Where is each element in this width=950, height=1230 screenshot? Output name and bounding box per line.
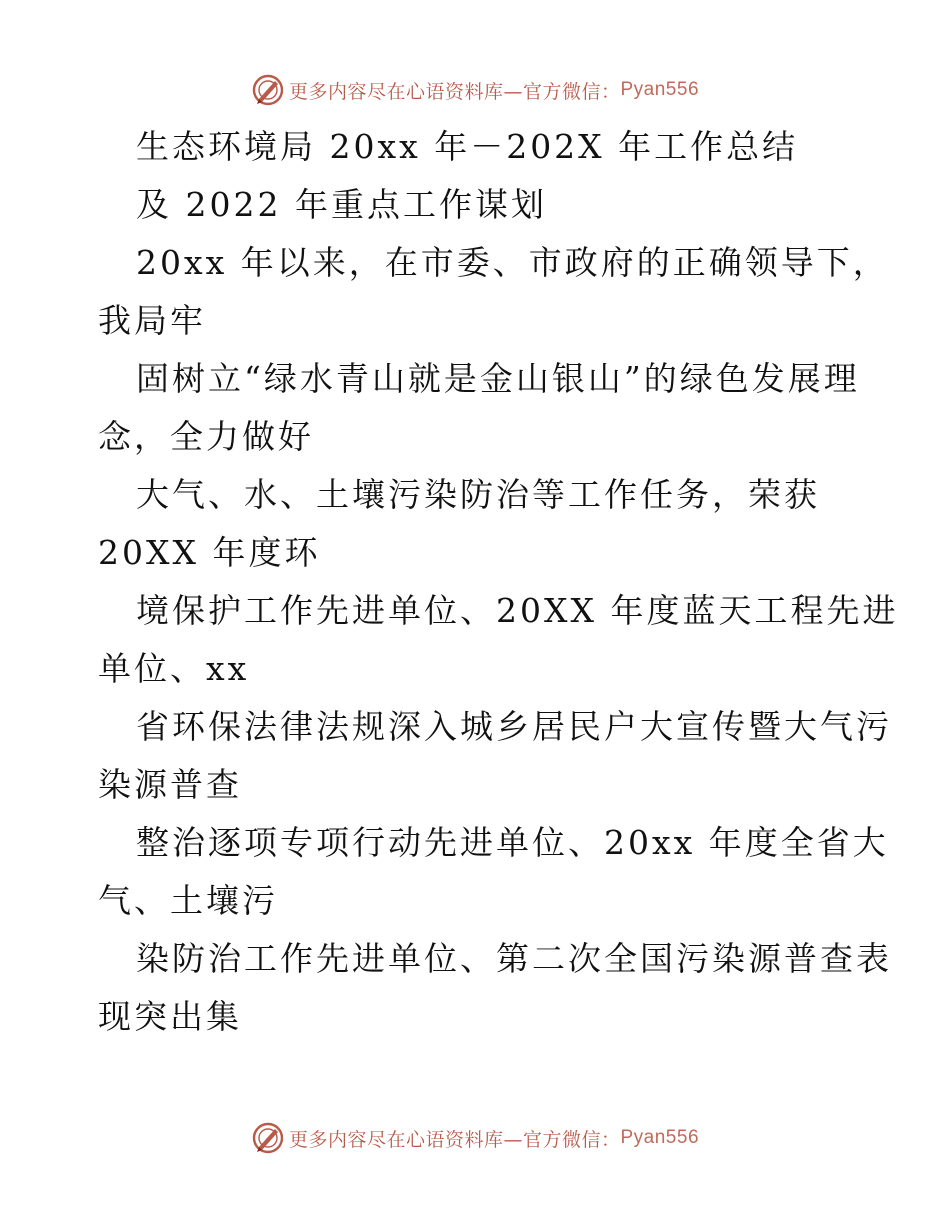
body-text-line: 20XX 年度环 — [98, 533, 321, 572]
body-text-line: 染源普查 — [98, 765, 242, 804]
body-text-line: 省环保法律法规深入城乡居民户大宣传暨大气污 — [136, 707, 892, 746]
body-text-line: 及 2022 年重点工作谋划 — [136, 185, 547, 224]
footer-wechat-id: Pyan556 — [620, 1127, 700, 1148]
body-text-line: 单位、xx — [98, 649, 250, 688]
pen-logo-icon — [251, 1121, 285, 1155]
body-text-line: 20xx 年以来，在市委、市政府的正确领导下， — [136, 243, 889, 282]
body-text-line: 我局牢 — [98, 301, 206, 340]
body-text-line: 念，全力做好 — [98, 417, 314, 456]
header-banner — [0, 70, 950, 110]
body-text-line: 现突出集 — [98, 997, 242, 1036]
pen-logo-icon — [251, 73, 285, 107]
body-text-line: 气、土壤污 — [98, 881, 278, 920]
footer-banner-text: 更多内容尽在心语资料库—官方微信： — [288, 1128, 621, 1151]
header-wechat-id: Pyan556 — [620, 79, 700, 100]
body-text-line: 大气、水、土壤污染防治等工作任务，荣获 — [136, 475, 820, 514]
footer-banner — [0, 1118, 950, 1158]
header-banner-text: 更多内容尽在心语资料库—官方微信： — [288, 80, 621, 103]
body-text-line: 整治逐项专项行动先进单位、20xx 年度全省大 — [136, 823, 889, 862]
body-text-line: 染防治工作先进单位、第二次全国污染源普查表 — [136, 939, 892, 978]
document-body — [98, 118, 899, 1046]
body-text-line: 境保护工作先进单位、20XX 年度蓝天工程先进 — [136, 591, 899, 630]
body-text-line: 生态环境局 20xx 年－202X 年工作总结 — [136, 127, 799, 166]
body-text-line: 固树立“绿水青山就是金山银山”的绿色发展理 — [136, 359, 860, 398]
